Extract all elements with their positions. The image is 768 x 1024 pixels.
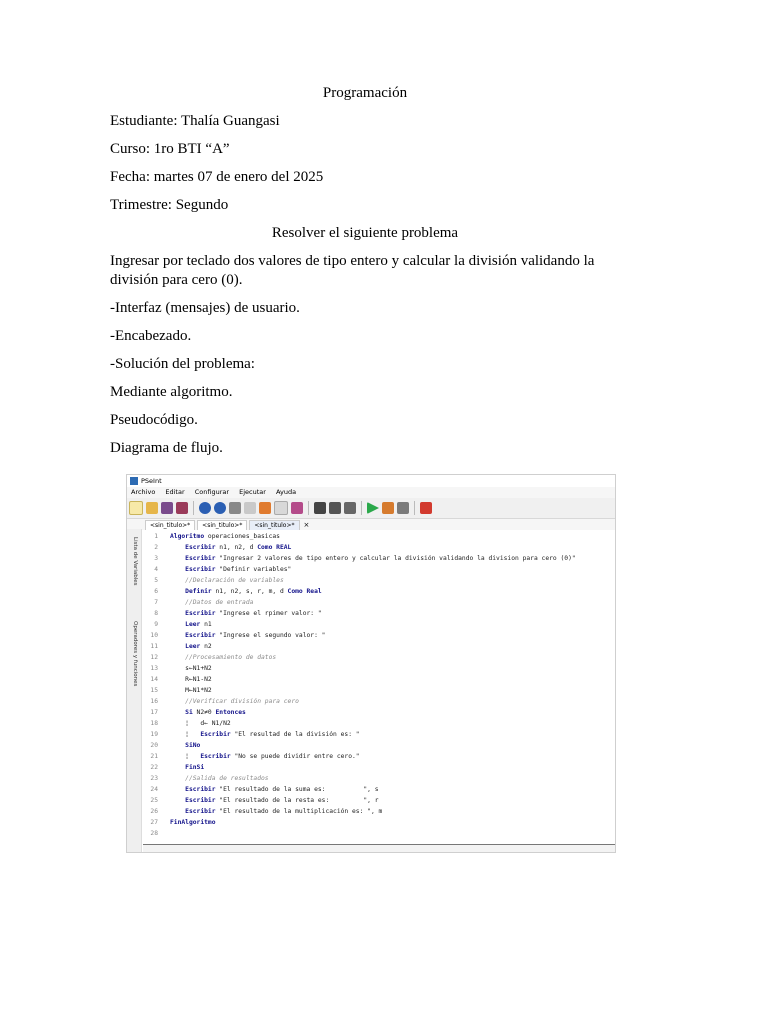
- save-as-icon[interactable]: [176, 502, 188, 514]
- code-text: [170, 619, 212, 630]
- list-item: -Encabezado.: [110, 328, 192, 344]
- line-number: 8: [154, 610, 158, 617]
- code-text: [170, 773, 269, 784]
- date-line: Fecha: martes 07 de enero del 2025: [110, 169, 324, 185]
- line-number: 13: [150, 665, 158, 672]
- code-indent: [170, 665, 185, 672]
- code-text: [170, 740, 200, 751]
- code-text: [170, 586, 322, 597]
- code-line[interactable]: [143, 641, 615, 652]
- save-icon[interactable]: [161, 502, 173, 514]
- code-text: [170, 575, 284, 586]
- code-indent: [170, 643, 185, 650]
- copy-icon[interactable]: [244, 502, 256, 514]
- code-keyword: Escribir: [185, 566, 216, 573]
- code-indent: [170, 742, 185, 749]
- code-keyword: FinSi: [185, 764, 205, 771]
- code-text: [170, 553, 576, 564]
- code-text: [170, 707, 246, 718]
- toolbar-divider: [361, 501, 362, 515]
- code-line[interactable]: [143, 806, 615, 817]
- line-number: 9: [154, 621, 158, 628]
- code-token: "El resultad de la división es: ": [230, 731, 360, 738]
- tab-file-3[interactable]: <sin_titulo>*: [249, 520, 299, 530]
- menu-bar: [127, 487, 615, 498]
- code-keyword: Escribir: [185, 610, 216, 617]
- code-token: operaciones_basicas: [204, 533, 280, 540]
- code-indent: [170, 775, 185, 782]
- code-line[interactable]: [143, 674, 615, 685]
- menu-ejecutar[interactable]: Ejecutar: [239, 488, 266, 496]
- line-number: 17: [150, 709, 158, 716]
- code-comment: //Declaración de variables: [185, 577, 284, 584]
- code-text: [170, 597, 253, 608]
- code-text: [170, 795, 379, 806]
- code-keyword: Como REAL: [257, 544, 292, 551]
- code-text: [170, 630, 325, 641]
- code-token: R←N1-N2: [185, 676, 212, 683]
- pseint-app-icon: [130, 477, 138, 485]
- code-line[interactable]: [143, 652, 615, 663]
- line-number: 14: [150, 676, 158, 683]
- line-number: 25: [150, 797, 158, 804]
- code-text: [170, 641, 212, 652]
- code-indent: [170, 786, 185, 793]
- window-title: PSeInt: [141, 477, 162, 485]
- line-number: 16: [150, 698, 158, 705]
- course-line: Curso: 1ro BTI “A”: [110, 141, 230, 157]
- code-indent: [170, 687, 185, 694]
- line-number: 24: [150, 786, 158, 793]
- open-folder-icon[interactable]: [146, 502, 158, 514]
- code-text: [170, 531, 280, 542]
- code-line[interactable]: [143, 795, 615, 806]
- problem-statement: Ingresar por teclado dos valores de tipo entero y calcular la división validando la división para cero (0).: [110, 253, 595, 288]
- line-number: 11: [150, 643, 158, 650]
- code-keyword: Escribir: [185, 632, 216, 639]
- code-indent: [170, 599, 185, 606]
- code-line[interactable]: [143, 608, 615, 619]
- line-number: 7: [154, 599, 158, 606]
- code-token: n1, n2, d: [215, 544, 258, 551]
- code-text: [170, 784, 379, 795]
- side-panel: [127, 529, 142, 852]
- redo-icon[interactable]: [214, 502, 226, 514]
- code-indent: [170, 698, 185, 705]
- code-token: n1, n2, s, r, m, d: [211, 588, 288, 595]
- code-text: [170, 751, 360, 762]
- tab-file-2[interactable]: <sin_titulo>*: [197, 520, 247, 530]
- paste-icon[interactable]: [259, 502, 271, 514]
- code-line[interactable]: [143, 531, 615, 542]
- line-number: 4: [154, 566, 158, 573]
- code-keyword: Leer: [185, 643, 201, 650]
- line-number: 19: [150, 731, 158, 738]
- code-indent: [170, 709, 185, 716]
- replace-icon[interactable]: [291, 502, 303, 514]
- code-indent: ¦: [170, 720, 201, 727]
- format-icon[interactable]: [344, 502, 356, 514]
- code-comment: //Procesamiento de datos: [185, 654, 277, 661]
- line-number: 10: [150, 632, 158, 639]
- operators-panel-tab[interactable]: Operadores y funciones: [132, 621, 138, 687]
- help-icon[interactable]: [420, 502, 432, 514]
- code-keyword: Leer: [185, 621, 201, 628]
- code-indent: [170, 764, 185, 771]
- line-number: 3: [154, 555, 158, 562]
- toolbar-divider: [308, 501, 309, 515]
- code-token: "El resultado de la suma es: ", s: [215, 786, 379, 793]
- code-line[interactable]: [143, 619, 615, 630]
- code-comment: //Salida de resultados: [185, 775, 269, 782]
- term-line: Trimestre: Segundo: [110, 197, 229, 213]
- line-number: 2: [154, 544, 158, 551]
- code-comment: //Datos de entrada: [185, 599, 254, 606]
- code-token: n2: [200, 643, 212, 650]
- code-line[interactable]: [143, 784, 615, 795]
- line-number: 15: [150, 687, 158, 694]
- code-line[interactable]: [143, 597, 615, 608]
- code-indent: [170, 566, 185, 573]
- code-token: N2≠0: [192, 709, 216, 716]
- code-indent: [170, 621, 185, 628]
- code-keyword: Escribir: [185, 544, 216, 551]
- code-token: "Ingresar 2 valores de tipo entero y calcular la división validando la division para cero (0)": [215, 555, 576, 562]
- code-line[interactable]: [143, 630, 615, 641]
- code-keyword: Como Real: [287, 588, 322, 595]
- code-text: [170, 806, 382, 817]
- pseint-screenshot: [126, 474, 616, 853]
- line-number: 6: [154, 588, 158, 595]
- code-indent: ¦: [170, 753, 201, 760]
- code-keyword: SiNo: [185, 742, 201, 749]
- run-icon[interactable]: [367, 502, 379, 514]
- code-keyword: Algoritmo: [170, 533, 205, 540]
- line-number: 1: [154, 533, 158, 540]
- flowchart-icon[interactable]: [397, 502, 409, 514]
- code-indent: [170, 797, 185, 804]
- line-number: 23: [150, 775, 158, 782]
- code-line[interactable]: [143, 696, 615, 707]
- code-indent: [170, 610, 185, 617]
- code-token: "Ingrese el segundo valor: ": [215, 632, 326, 639]
- code-indent: [170, 676, 185, 683]
- code-keyword: Escribir: [200, 753, 231, 760]
- code-line[interactable]: [143, 575, 615, 586]
- list-item: Pseudocódigo.: [110, 412, 198, 428]
- code-keyword: Escribir: [185, 797, 216, 804]
- line-number: 27: [150, 819, 158, 826]
- line-number: 12: [150, 654, 158, 661]
- code-token: "No se puede dividir entre cero.": [230, 753, 360, 760]
- cut-icon[interactable]: [229, 502, 241, 514]
- line-number: 21: [150, 753, 158, 760]
- code-indent: [170, 808, 185, 815]
- indent-icon[interactable]: [314, 502, 326, 514]
- code-line[interactable]: [143, 718, 615, 729]
- code-token: "El resultado de la resta es: ", r: [215, 797, 379, 804]
- toolbar: [127, 498, 615, 519]
- code-keyword: Escribir: [185, 786, 216, 793]
- code-line[interactable]: [143, 817, 615, 828]
- code-indent: [170, 544, 185, 551]
- code-comment: //Verificar división para cero: [185, 698, 299, 705]
- code-token: M←N1*N2: [185, 687, 212, 694]
- close-tab-icon[interactable]: ×: [303, 521, 310, 529]
- code-indent: [170, 577, 185, 584]
- code-text: [170, 652, 276, 663]
- code-text: [170, 696, 299, 707]
- code-indent: ¦: [170, 731, 201, 738]
- find-icon[interactable]: [274, 501, 288, 515]
- line-number: 28: [150, 830, 158, 837]
- code-line[interactable]: [143, 828, 615, 839]
- code-line[interactable]: [143, 740, 615, 751]
- window-titlebar: [127, 475, 615, 487]
- line-number: 18: [150, 720, 158, 727]
- code-text: [170, 817, 216, 828]
- undo-icon[interactable]: [199, 502, 211, 514]
- menu-editar[interactable]: Editar: [165, 488, 185, 496]
- comment-icon[interactable]: [329, 502, 341, 514]
- code-line[interactable]: [143, 564, 615, 575]
- code-text: [170, 718, 231, 729]
- toolbar-divider: [193, 501, 194, 515]
- menu-configurar[interactable]: Configurar: [194, 488, 230, 496]
- line-number: 5: [154, 577, 158, 584]
- code-text: [170, 762, 204, 773]
- code-text: [170, 608, 322, 619]
- horizontal-scrollbar[interactable]: [143, 844, 615, 852]
- code-keyword: Escribir: [185, 555, 216, 562]
- line-number: 20: [150, 742, 158, 749]
- code-line[interactable]: [143, 762, 615, 773]
- code-token: d← N1/N2: [200, 720, 231, 727]
- list-item: Mediante algoritmo.: [110, 384, 233, 400]
- list-item: -Solución del problema:: [110, 356, 255, 372]
- code-text: [170, 685, 212, 696]
- code-text: [170, 542, 291, 553]
- code-text: [170, 674, 212, 685]
- code-keyword: Definir: [185, 588, 212, 595]
- doc-title: Programación: [322, 85, 408, 101]
- code-keyword: Escribir: [185, 808, 216, 815]
- code-text: [170, 729, 360, 740]
- tab-bar: [127, 519, 615, 530]
- list-item: -Interfaz (mensajes) de usuario.: [110, 300, 300, 316]
- code-line[interactable]: [143, 729, 615, 740]
- code-line[interactable]: [143, 751, 615, 762]
- task-title: Resolver el siguiente problema: [271, 225, 459, 241]
- student-line: Estudiante: Thalía Guangasi: [110, 113, 280, 129]
- code-indent: [170, 588, 185, 595]
- code-token: s←N1+N2: [185, 665, 212, 672]
- code-token: "Ingrese el rpimer valor: ": [215, 610, 322, 617]
- code-line[interactable]: [143, 685, 615, 696]
- code-keyword: Entonces: [215, 709, 246, 716]
- code-keyword: FinAlgoritmo: [170, 819, 216, 826]
- code-indent: [170, 654, 185, 661]
- menu-archivo[interactable]: Archivo: [131, 488, 156, 496]
- line-number: 22: [150, 764, 158, 771]
- code-line[interactable]: [143, 663, 615, 674]
- menu-ayuda[interactable]: Ayuda: [276, 488, 297, 496]
- code-token: n1: [200, 621, 212, 628]
- code-indent: [170, 555, 185, 562]
- code-indent: [170, 632, 185, 639]
- code-token: "El resultado de la multiplicación es: ", m: [215, 808, 383, 815]
- new-file-icon[interactable]: [129, 501, 143, 515]
- code-keyword: Escribir: [200, 731, 231, 738]
- code-text: [170, 564, 291, 575]
- code-line[interactable]: [143, 773, 615, 784]
- code-token: "Definir variables": [215, 566, 292, 573]
- code-line[interactable]: [143, 707, 615, 718]
- code-line[interactable]: [143, 542, 615, 553]
- variables-panel-tab[interactable]: Lista de Variables: [132, 537, 138, 586]
- code-line[interactable]: [143, 553, 615, 564]
- code-keyword: Si: [185, 709, 193, 716]
- tab-file-1[interactable]: <sin_titulo>*: [145, 520, 195, 530]
- code-editor[interactable]: [143, 531, 615, 844]
- code-line[interactable]: [143, 586, 615, 597]
- step-run-icon[interactable]: [382, 502, 394, 514]
- line-number: 26: [150, 808, 158, 815]
- document-page: [110, 84, 620, 467]
- toolbar-divider: [414, 501, 415, 515]
- code-text: [170, 663, 212, 674]
- list-item: Diagrama de flujo.: [110, 440, 223, 456]
